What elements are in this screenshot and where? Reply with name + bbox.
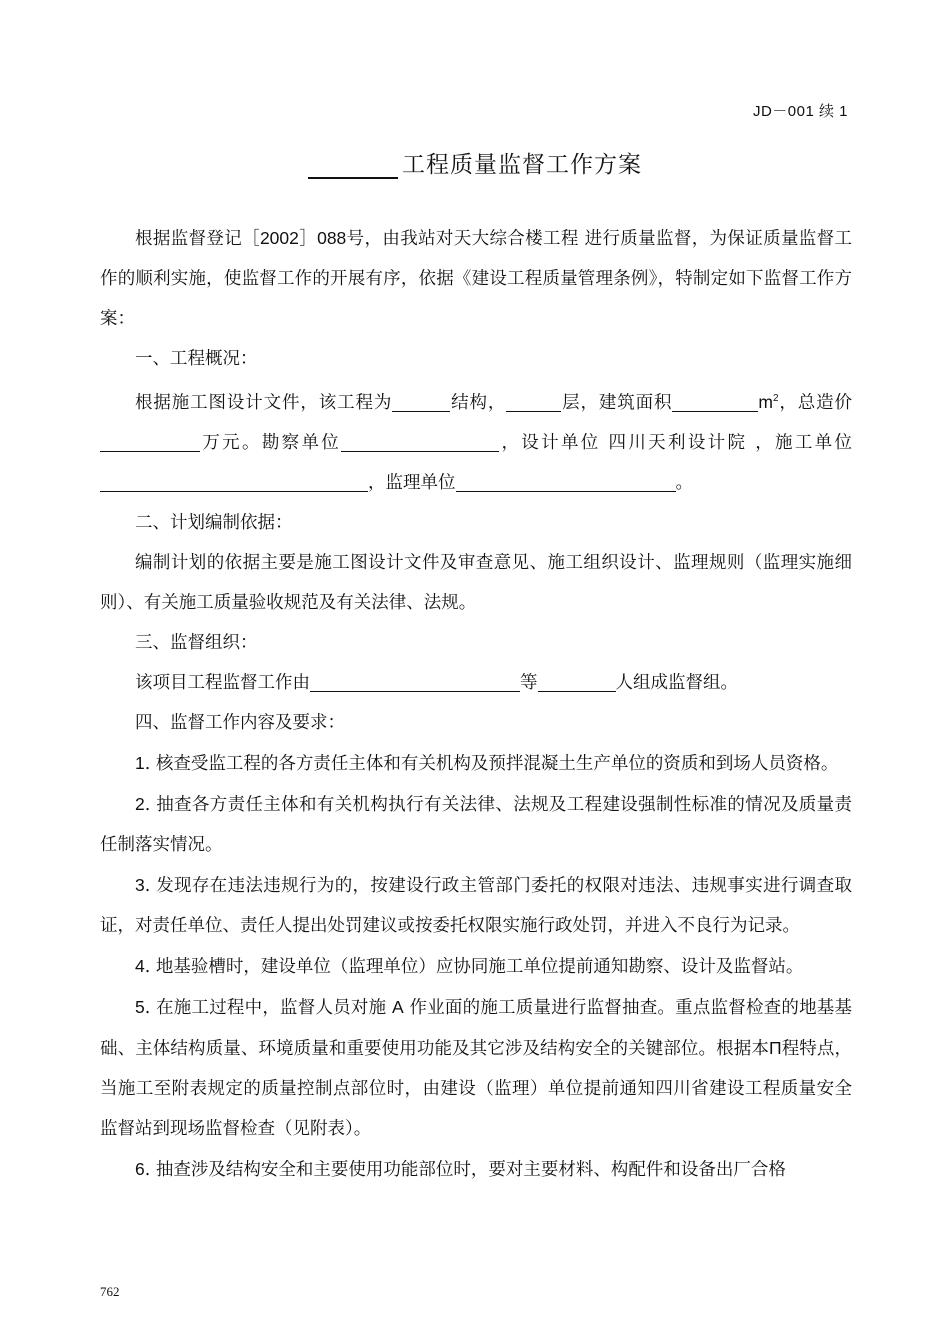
page-number: 762 bbox=[100, 1284, 120, 1299]
intro-paragraph bbox=[100, 218, 852, 339]
survey-unit-blank[interactable] bbox=[341, 431, 499, 452]
building-area-blank[interactable] bbox=[672, 391, 758, 412]
item-text: . 地基验槽时，建设单位（监理单位）应协同施工单位提前通知勘察、设计及监督站。 bbox=[144, 956, 804, 977]
item-number: 4 bbox=[135, 955, 145, 976]
item-text: . 抽查各方责任主体和有关机构执行有关法律、法规及工程建设强制性标准的情况及质量责任制落实情况。 bbox=[100, 794, 852, 855]
area-unit-sup: 2 bbox=[772, 393, 779, 404]
section1-paragraph bbox=[100, 379, 852, 503]
item-text: . 核查受监工程的各方责任主体和有关机构及预拌混凝土生产单位的资质和到场人员资格。 bbox=[144, 753, 839, 774]
section2-heading: 二、计划编制依据： bbox=[135, 512, 293, 533]
document-body bbox=[100, 218, 852, 1190]
s1-text-1: 根据施工图设计文件，该工程为 bbox=[135, 392, 393, 413]
section1-heading: 一、工程概况： bbox=[135, 349, 258, 369]
item-text-b: 作业面的施工质量进行监督抽查。重点监督检查的地基基础、主体结构质量、环境质量和重要使用功能及其它涉及结构安全的关键部位。根据本 bbox=[100, 997, 853, 1059]
s1-text-6: ，设计单位 四川天利设计院 ，施工单位 bbox=[499, 432, 853, 453]
s1-text-5: 万元。勘察单位 bbox=[200, 432, 342, 453]
intro-text-c: 号，由我站对天大综合楼工程 进行质量监督，为保证质量监督工作的顺利实施，使监督工作的开展有序，依据《建设工程质量管理条例》，特制定如下监督工作方案： bbox=[100, 229, 853, 329]
section3-heading: 三、监督组织： bbox=[135, 632, 258, 653]
s1-text-4: ，总造价 bbox=[778, 392, 853, 413]
document-title-row bbox=[0, 146, 950, 179]
registration-number: 088 bbox=[317, 228, 347, 248]
structure-type-blank[interactable] bbox=[392, 391, 450, 412]
area-unit: m bbox=[758, 391, 773, 412]
supervisor-names-blank[interactable] bbox=[310, 671, 520, 692]
title-project-blank[interactable] bbox=[308, 151, 398, 179]
item-text: . 发现存在违法违规行为的，按建设行政主管部门委托的权限对违法、违规事实进行调查取证，对责任单位、责任人提出处罚建议或按委托权限实施行政处罚，并进入不良行为记录。 bbox=[100, 875, 852, 936]
item-number: 2 bbox=[135, 793, 145, 814]
section4-item-2 bbox=[100, 784, 852, 865]
s3-text-1: 该项目工程监督工作由 bbox=[135, 672, 310, 693]
item-text-a: . 在施工过程中，监督人员对施 bbox=[144, 997, 393, 1018]
item-number: 5 bbox=[135, 996, 145, 1017]
item-pi-glyph: Π bbox=[768, 1037, 782, 1058]
construction-unit-blank[interactable] bbox=[100, 471, 368, 492]
registration-year: 2002 bbox=[259, 228, 299, 248]
section4-item-5 bbox=[100, 987, 852, 1149]
intro-text-b: ］ bbox=[298, 229, 318, 249]
item-letter: A bbox=[392, 996, 404, 1017]
section4-item-3 bbox=[100, 865, 852, 946]
document-code: JD－001 续 1 bbox=[752, 103, 848, 120]
section4-item-4 bbox=[100, 946, 852, 987]
supervision-unit-blank[interactable] bbox=[456, 471, 676, 492]
s3-text-2: 等 bbox=[520, 672, 538, 693]
item-text-c: 程特点，当施工至附表规定的质量控制点部位时，由建设（监理）单位提前通知四川省建设工程质量安全监督站到现场监督检查（见附表）。 bbox=[100, 1038, 853, 1139]
item-text: . 抽查涉及结构安全和主要使用功能部位时，要对主要材料、构配件和设备出厂合格 bbox=[144, 1159, 786, 1180]
s1-text-8: 。 bbox=[675, 472, 693, 493]
section3-paragraph bbox=[100, 663, 852, 703]
item-number: 1 bbox=[135, 752, 145, 773]
s1-text-7: ，监理单位 bbox=[368, 472, 456, 493]
intro-text-a: 根据监督登记［ bbox=[135, 229, 260, 249]
s3-text-3: 人组成监督组。 bbox=[615, 672, 738, 693]
s1-text-3: 层，建筑面积 bbox=[561, 392, 673, 413]
section2-paragraph: 编制计划的依据主要是施工图设计文件及审查意见、施工组织设计、监理规则（监理实施细则）、有关施工质量验收规范及有关法律、法规。 bbox=[100, 552, 852, 613]
document-title: 工程质量监督工作方案 bbox=[402, 152, 642, 178]
item-number: 6 bbox=[135, 1158, 145, 1179]
section4-item-1 bbox=[100, 743, 852, 784]
s1-text-2: 结构， bbox=[450, 392, 507, 413]
section4-heading: 四、监督工作内容及要求： bbox=[135, 712, 345, 733]
floors-blank[interactable] bbox=[506, 391, 561, 412]
item-number: 3 bbox=[135, 874, 145, 895]
group-size-blank[interactable] bbox=[538, 671, 616, 692]
section4-item-6 bbox=[100, 1149, 852, 1190]
total-cost-blank[interactable] bbox=[100, 431, 200, 452]
